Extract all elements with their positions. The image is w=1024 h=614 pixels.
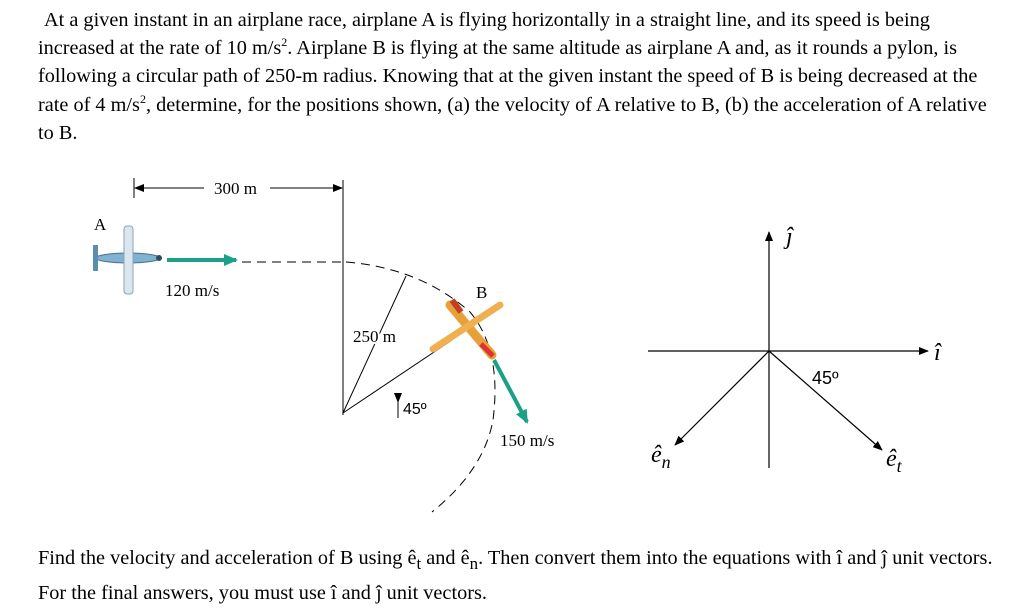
instruction-part3: . Then convert them into the equations with î and ĵ unit vectors. For the final answers, you must use î and ĵ unit vectors. <box>38 547 993 604</box>
instruction-part1: Find the velocity and acceleration of B using ê <box>38 547 417 569</box>
et-axis-arrow <box>769 351 882 450</box>
i-vector-label: î <box>934 340 941 366</box>
j-vector-label: ĵ <box>786 224 793 250</box>
instruction-part2: and ê <box>421 547 470 569</box>
en-vector-label: $ê_n$ <box>651 442 671 472</box>
radius-label: 250 m <box>353 327 396 346</box>
instruction-sub-t: t <box>416 554 422 574</box>
en-axis-arrow <box>675 351 769 445</box>
airplane-b-label: B <box>476 283 488 302</box>
speed-b-label: 150 m/s <box>500 431 555 450</box>
problem-sup1: 2 <box>281 35 288 50</box>
axes-angle-label: 45º <box>812 368 839 388</box>
instruction-sub-n: n <box>469 554 479 574</box>
airplane-a <box>93 215 162 294</box>
angle-45-label: 45º <box>403 401 427 418</box>
speed-a-label: 120 m/s <box>165 281 220 300</box>
dimension-300m <box>134 178 342 198</box>
problem-text-part3: , determine, for the positions shown, (a) the velocity of A relative to B, (b) the acceleration of A relative to B. <box>38 93 987 144</box>
path-b-circular-dashed <box>346 262 495 512</box>
airplane-a-label: A <box>94 215 107 234</box>
et-vector-label: $ê_t$ <box>886 446 902 476</box>
problem-sup2: 2 <box>139 91 146 106</box>
problem-text-part2: . Airplane B is flying at the same altitude as airplane A and, as it rounds a pylon, is following a circular path of 250-m radius. Knowing that at the given instant the speed of B is being decreased at the rate of 4 m/s <box>38 37 978 116</box>
airplane-b <box>433 283 500 356</box>
dimension-300m-label: 300 m <box>214 179 257 198</box>
velocity-arrow-b <box>494 360 527 422</box>
problem-text-part1: At a given instant in an airplane race, airplane A is flying horizontally in a straight line, and its speed is being increased at the rate of 10 m/s <box>38 9 930 60</box>
instruction-text <box>38 544 1018 607</box>
coordinate-axes <box>648 224 942 476</box>
